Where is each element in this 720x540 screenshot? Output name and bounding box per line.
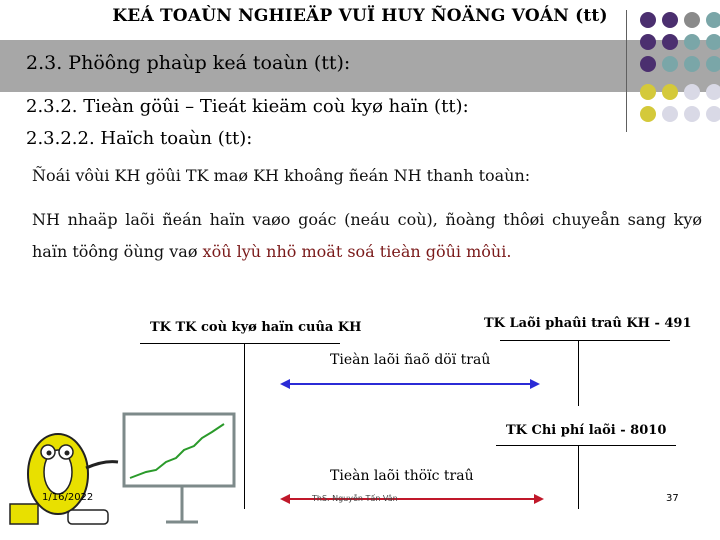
decor-dot [662, 84, 678, 100]
account-interest-expense-label: TK Chi phí laõi - 8010 [506, 423, 667, 438]
accrued-interest-label: Tieàn laõi ñaõ döï traû [330, 352, 491, 368]
subsection-heading: 2.3.2. Tieàn göûi – Tieát kieäm coù kyø haïn (tt): [26, 96, 469, 117]
decor-dot [640, 106, 656, 122]
intro-text: Ñoái vôùi KH göûi TK maø KH khoâng ñeán NH thanh toaùn: [32, 166, 531, 185]
decor-dot [684, 106, 700, 122]
decor-dot [640, 34, 656, 50]
decor-dot [706, 84, 720, 100]
cartoon-presenter-illustration [6, 410, 246, 536]
footer-date: 1/16/2022 [42, 492, 94, 503]
decor-dot [640, 56, 656, 72]
actual-interest-label: Tieàn laõi thöïc traû [330, 468, 474, 484]
decor-dot [640, 12, 656, 28]
decor-dot [662, 34, 678, 50]
decor-divider [626, 10, 627, 132]
footer-author: ThS. Nguyễn Tấn Vân [312, 494, 398, 503]
t-account-payable-top [500, 340, 670, 341]
decor-dot [662, 12, 678, 28]
decor-dot [662, 56, 678, 72]
arrow-accrued [280, 376, 540, 392]
paragraph-highlight: xöû lyù nhö moät soá tieàn göûi môùi. [202, 242, 512, 261]
subsubsection-heading: 2.3.2.2. Haïch toaùn (tt): [26, 128, 253, 149]
paragraph-main: NH nhaäp laõi ñeán haïn vaøo goác (neáu coù), ñoàng thôøi chuyeån sang kyø haïn töông öùng vaø [32, 210, 702, 261]
slide-title: KEÁ TOAÙN NGHIEÄP VUÏ HUY ÑOÄNG VOÁN (tt) [112, 6, 608, 26]
decor-dot [640, 84, 656, 100]
section-heading: 2.3. Phöông phaùp keá toaùn (tt): [26, 52, 351, 74]
decor-dot [706, 12, 720, 28]
decor-dot [706, 34, 720, 50]
decor-dot [662, 106, 678, 122]
t-account-payable-stem [578, 340, 579, 406]
t-account-expense-top [496, 445, 676, 446]
decor-dot [684, 12, 700, 28]
body-paragraph [32, 204, 702, 268]
decor-dot [684, 56, 700, 72]
decor-dot [684, 34, 700, 50]
account-deposit-label: TK TK coù kyø haïn cuûa KH [150, 320, 362, 335]
account-interest-payable-label: TK Laõi phaûi traû KH - 491 [484, 316, 692, 331]
t-account-deposit-top [140, 343, 340, 344]
footer-page-number: 37 [666, 493, 679, 504]
t-account-expense-stem [578, 445, 579, 509]
decor-dot [706, 56, 720, 72]
decor-dot [684, 84, 700, 100]
decor-dot [706, 106, 720, 122]
